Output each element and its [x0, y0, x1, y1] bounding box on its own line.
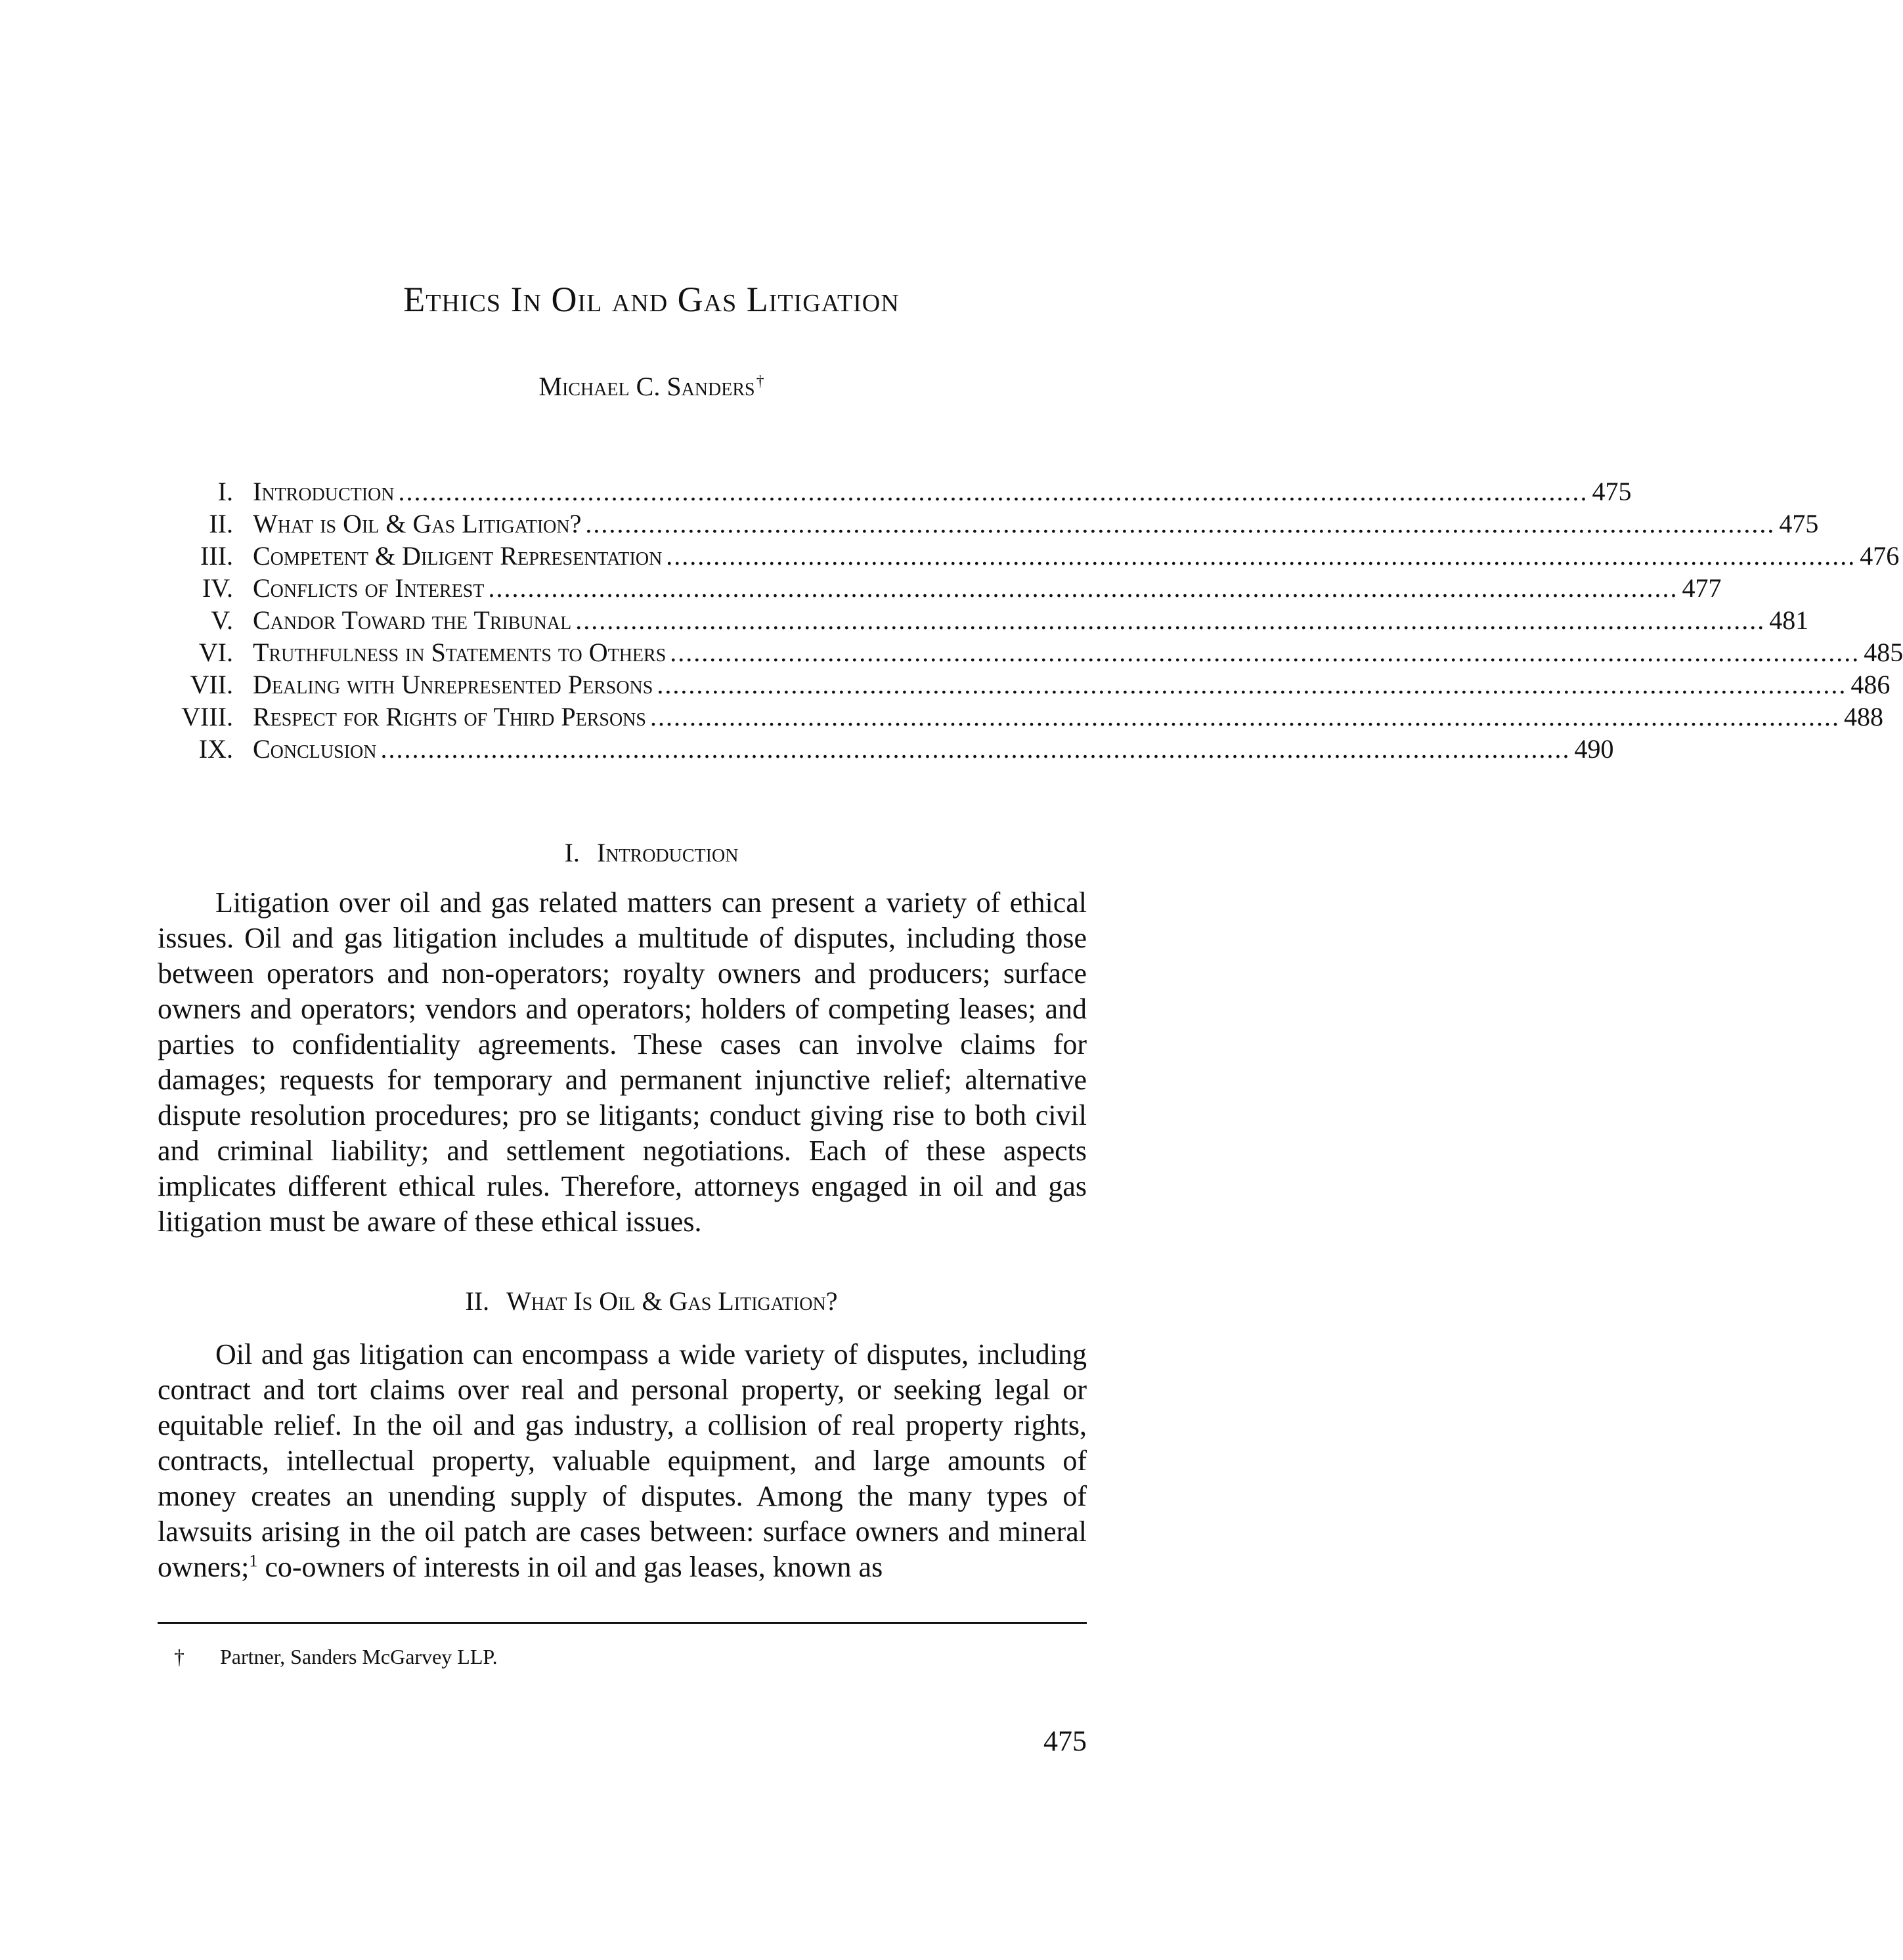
- toc-leader-dots: .......................................................................................................................................................: [666, 541, 1856, 571]
- toc-leader-dots: .......................................................................................................................................................: [670, 638, 1860, 667]
- toc-row: [167, 669, 1891, 701]
- toc-leader-dots: .......................................................................................................................................................: [649, 702, 1840, 731]
- toc-page-number: 476: [1860, 541, 1900, 571]
- toc-title: Truthfulness in Statements to Others: [253, 638, 667, 667]
- toc-row: [167, 476, 1632, 508]
- toc-number: III.: [200, 541, 233, 571]
- toc-page-number: 481: [1769, 605, 1809, 635]
- toc-title: Introduction: [253, 477, 395, 506]
- paragraph-text: Oil and gas litigation can encompass a wide variety of disputes, including contract and tort claims over real and personal property, or seeking legal or equitable relief. In the oil and gas industry, a collision of real property rights, contracts, intellectual property, valuable equipment, and large amounts of money creates an unending supply of disputes. Among the many types of lawsuits arising in the oil patch are cases between: surface owners and mineral owners;: [158, 1338, 1087, 1583]
- toc-title: Conclusion: [253, 734, 377, 764]
- toc-page-number: 488: [1843, 702, 1883, 731]
- toc-row: [167, 733, 1614, 766]
- section-number: I.: [564, 838, 580, 867]
- toc-leader-dots: .......................................................................................................................................................: [575, 605, 1766, 635]
- author-name: Michael C. Sanders: [538, 372, 755, 401]
- section-heading-introduction: [0, 837, 1303, 868]
- footnote-text: Partner, Sanders McGarvey LLP.: [220, 1645, 498, 1668]
- section-number: II.: [465, 1286, 490, 1316]
- footnote-mark: †: [174, 1645, 185, 1668]
- toc-leader-dots: .......................................................................................................................................................: [380, 734, 1571, 764]
- section-title: What Is Oil & Gas Litigation?: [506, 1286, 838, 1316]
- footnote-divider: [158, 1622, 1087, 1624]
- toc-page-number: 477: [1682, 573, 1722, 603]
- section-heading-what-is-litigation: [0, 1286, 1303, 1317]
- toc-page-number: 485: [1864, 638, 1903, 667]
- toc-title: Dealing with Unrepresented Persons: [253, 670, 653, 699]
- toc-leader-dots: .......................................................................................................................................................: [488, 573, 1678, 603]
- toc-number: VI.: [198, 638, 233, 667]
- toc-row: [167, 540, 1900, 573]
- paragraph-text-continued: co-owners of interests in oil and gas leases, known as: [257, 1551, 883, 1583]
- toc-title: What is Oil & Gas Litigation?: [253, 509, 582, 538]
- toc-page-number: 486: [1850, 670, 1891, 699]
- toc-page-number: 475: [1779, 509, 1819, 538]
- toc-number: VIII.: [181, 702, 233, 731]
- toc-row: [167, 701, 1883, 733]
- table-of-contents: [167, 476, 1903, 766]
- toc-row: [167, 637, 1903, 669]
- toc-page-number: 490: [1574, 734, 1614, 764]
- toc-title: Conflicts of Interest: [253, 573, 485, 603]
- toc-title: Respect for Rights of Third Persons: [253, 702, 646, 731]
- toc-number: IX.: [198, 734, 233, 764]
- toc-number: VII.: [190, 670, 233, 699]
- toc-number: V.: [211, 605, 233, 635]
- footnote-reference: 1: [249, 1551, 258, 1571]
- litigation-paragraph: [158, 1337, 1087, 1585]
- toc-row: [167, 573, 1722, 605]
- toc-title: Competent & Diligent Representation: [253, 541, 663, 571]
- introduction-paragraph: Litigation over oil and gas related matters can present a variety of ethical issues. Oil and gas litigation includes a multitude of disputes, including those between operators and non-operators; royalty owners and producers; surface owners and operators; vendors and operators; holders of competing leases; and parties to confidentiality agreements. These cases can involve claims for damages; requests for temporary and permanent injunctive relief; alternative dispute resolution procedures; pro se litigants; conduct giving rise to both civil and criminal liability; and settlement negotiations. Each of these aspects implicates different ethical rules. Therefore, attorneys engaged in oil and gas litigation must be aware of these ethical issues.: [158, 886, 1087, 1238]
- toc-number: II.: [209, 509, 233, 538]
- toc-row: [167, 605, 1809, 637]
- toc-number: IV.: [202, 573, 233, 603]
- author-footnote-mark: †: [756, 372, 764, 390]
- toc-leader-dots: .......................................................................................................................................................: [657, 670, 1847, 699]
- toc-page-number: 475: [1592, 477, 1632, 506]
- toc-leader-dots: .......................................................................................................................................................: [585, 509, 1776, 538]
- toc-title: Candor Toward the Tribunal: [253, 605, 572, 635]
- section-title: Introduction: [596, 838, 739, 867]
- article-title: Ethics In Oil and Gas Litigation: [403, 280, 900, 319]
- toc-row: [167, 508, 1819, 540]
- toc-leader-dots: .......................................................................................................................................................: [398, 477, 1588, 506]
- author-line: [0, 371, 1303, 402]
- footnote: [174, 1645, 498, 1669]
- toc-number: I.: [217, 477, 233, 506]
- page-number: 475: [1043, 1725, 1087, 1757]
